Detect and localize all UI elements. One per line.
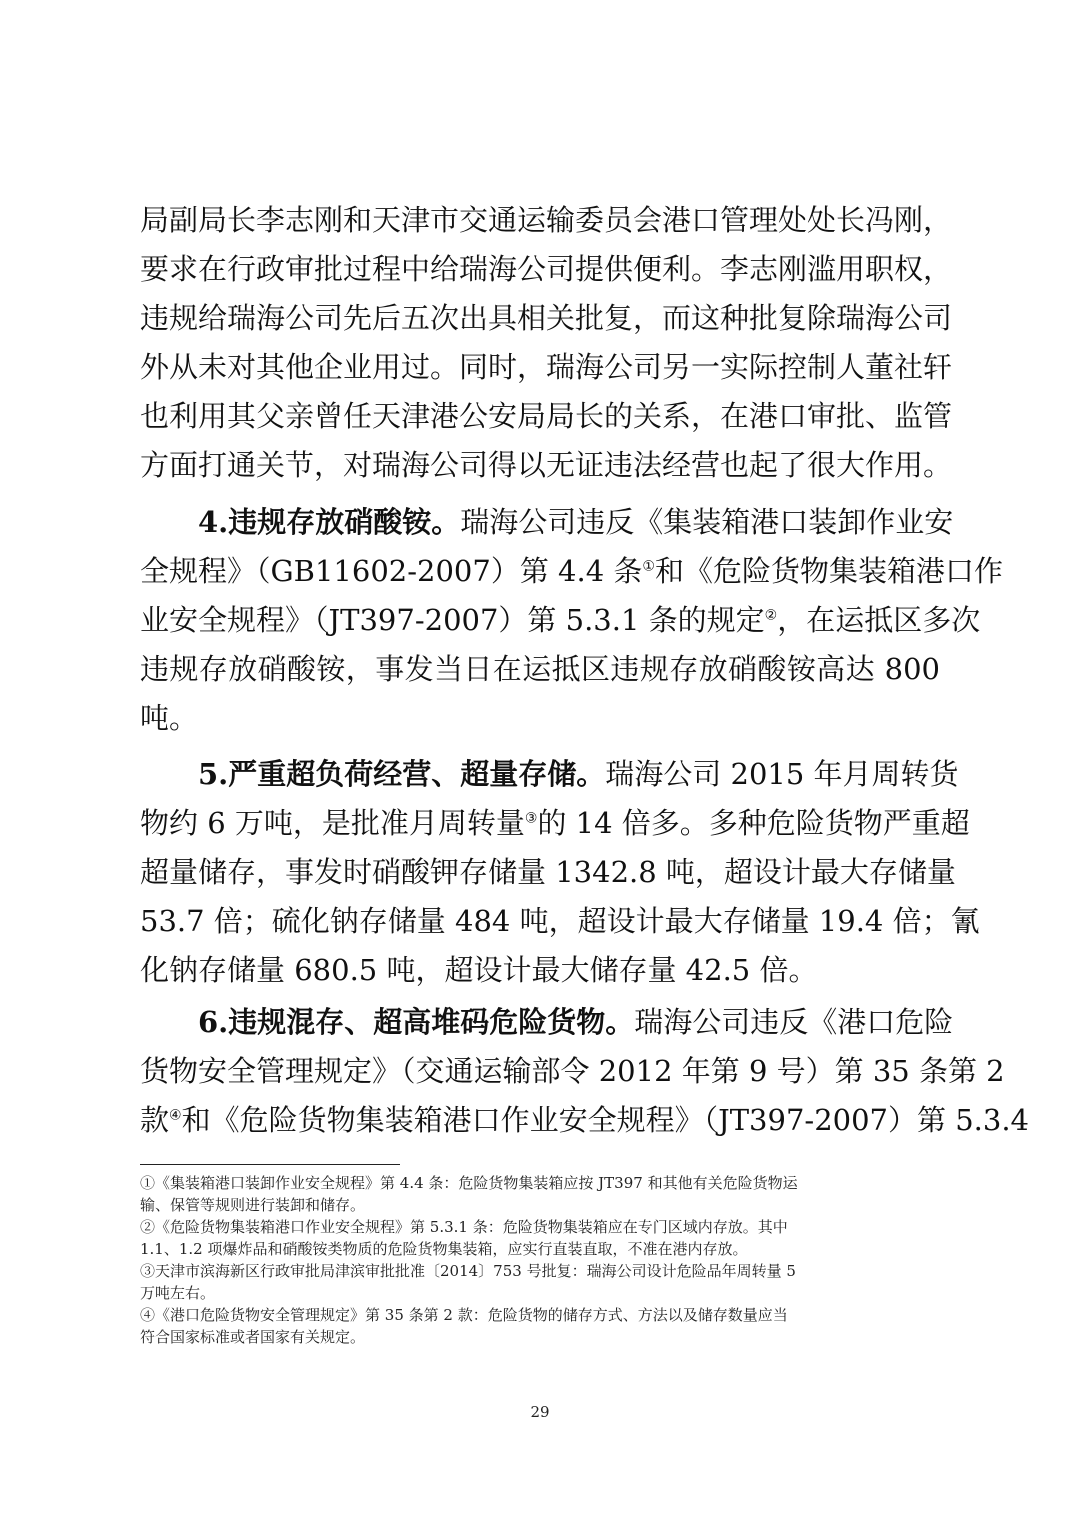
paragraph-2 [140,498,1003,743]
footnote-line: ①《集装箱港口装卸作业安全规程》第 4.4 条：危险货物集装箱应按 JT397 和其他有关危险货物运 [140,1174,798,1192]
paragraph-line: 局副局长李志刚和天津市交通运输委员会港口管理处处长冯刚， [140,203,953,237]
footnote-ref[interactable]: ① [642,558,655,575]
footnote-line: 1.1、1.2 项爆炸品和硝酸铵类物质的危险货物集装箱，应实行直装直取，不准在港内存放。 [140,1240,748,1258]
paragraph-line: 款④和《危险货物集装箱港口作业安全规程》（JT397-2007）第 5.3.4 [140,1103,1030,1137]
paragraph-line: 外从未对其他企业用过。同时，瑞海公司另一实际控制人董社轩 [140,350,953,384]
paragraph-1 [140,196,953,490]
paragraph-3 [140,750,980,995]
paragraph-line: 全规程》（GB11602-2007）第 4.4 条①和《危险货物集装箱港口作 [140,554,1003,588]
paragraph-line: 物约 6 万吨，是批准月周转量③的 14 倍多。多种危险货物严重超 [140,806,970,840]
paragraph-line: 化钠存储量 680.5 吨，超设计最大储存量 42.5 倍。 [140,953,818,987]
paragraph-line: 5.严重超负荷经营、超量存储。瑞海公司 2015 年月周转货 [198,757,959,791]
page-number: 29 [530,1403,550,1421]
paragraph-line: 违规存放硝酸铵，事发当日在运抵区违规存放硝酸铵高达 800 [140,652,940,686]
footnote-line: ④《港口危险货物安全管理规定》第 35 条第 2 款：危险货物的储存方式、方法以及储存数量应当 [140,1306,788,1324]
paragraph-line: 53.7 倍；硫化钠存储量 484 吨，超设计最大存储量 19.4 倍；氰 [140,904,980,938]
paragraph-line: 吨。 [140,701,199,735]
section-heading: 6.违规混存、超高堆码危险货物。 [198,1005,635,1039]
footnote-divider [140,1164,400,1165]
footnotes [140,1172,940,1348]
section-heading: 4.违规存放硝酸铵。 [198,505,461,539]
footnote-line: 万吨左右。 [140,1284,216,1302]
paragraph-line: 超量储存，事发时硝酸钾存储量 1342.8 吨，超设计最大存储量 [140,855,956,889]
section-heading: 5.严重超负荷经营、超量存储。 [198,757,606,791]
paragraph-line: 违规给瑞海公司先后五次出具相关批复，而这种批复除瑞海公司 [140,301,953,335]
footnote-line: 符合国家标准或者国家有关规定。 [140,1328,366,1346]
paragraph-line: 业安全规程》（JT397-2007）第 5.3.1 条的规定②，在运抵区多次 [140,603,981,637]
footnote-ref[interactable]: ③ [524,810,538,827]
paragraph-line: 4.违规存放硝酸铵。瑞海公司违反《集装箱港口装卸作业安 [198,505,954,539]
footnote-line: ②《危险货物集装箱港口作业安全规程》第 5.3.1 条：危险货物集装箱应在专门区域内存放。其中 [140,1218,788,1236]
footnote-line: 输、保管等规则进行装卸和储存。 [140,1196,366,1214]
footnote-ref[interactable]: ② [764,607,778,624]
paragraph-line: 也利用其父亲曾任天津港公安局局长的关系，在港口审批、监管 [140,399,953,433]
paragraph-line: 方面打通关节，对瑞海公司得以无证违法经营也起了很大作用。 [140,448,953,482]
footnote-line: ③天津市滨海新区行政审批局津滨审批批准〔2014〕753 号批复：瑞海公司设计危险品年周转量 5 [140,1262,796,1280]
paragraph-line: 6.违规混存、超高堆码危险货物。瑞海公司违反《港口危险 [198,1005,954,1039]
paragraph-4 [140,998,1030,1145]
paragraph-line: 货物安全管理规定》（交通运输部令 2012 年第 9 号）第 35 条第 2 [140,1054,1005,1088]
footnote-ref[interactable]: ④ [169,1107,182,1124]
paragraph-line: 要求在行政审批过程中给瑞海公司提供便利。李志刚滥用职权， [140,252,953,286]
